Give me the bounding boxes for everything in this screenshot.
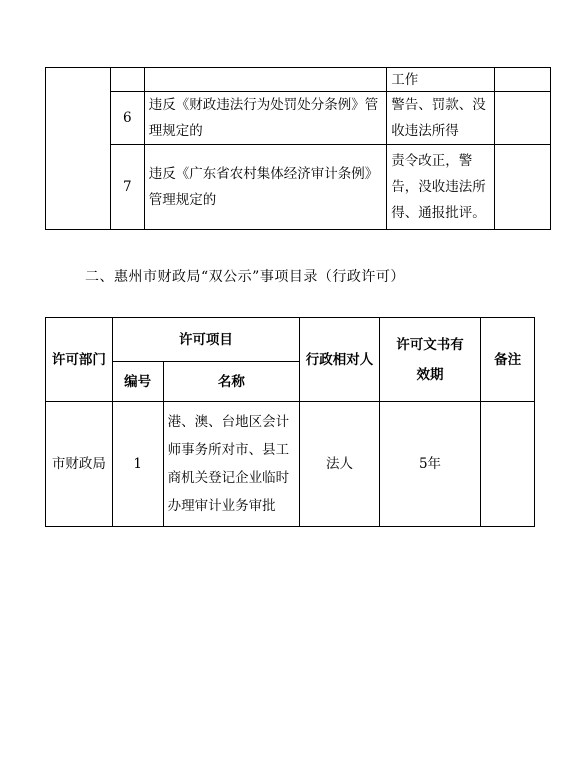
penalty-cell: 责令改正，警告，没收违法所得、通报批评。 <box>387 145 495 230</box>
validity-cell: 5年 <box>379 402 480 527</box>
penalty-cell: 工作 <box>387 68 495 92</box>
header-remark: 备注 <box>481 318 535 402</box>
table-row <box>46 145 551 230</box>
penalty-cell: 警告、罚款、没收违法所得 <box>387 92 495 145</box>
remark-cell <box>495 145 551 230</box>
remark-cell <box>495 68 551 92</box>
row-number <box>110 68 144 92</box>
table-row <box>46 68 551 92</box>
party-cell: 法人 <box>300 402 380 527</box>
num-cell: 1 <box>112 402 163 527</box>
dept-cell <box>46 68 111 230</box>
header-name: 名称 <box>163 362 300 402</box>
row-number: 7 <box>110 145 144 230</box>
header-item: 许可项目 <box>112 318 300 362</box>
permit-table <box>45 317 535 527</box>
remark-cell <box>481 402 535 527</box>
item-cell: 违反《财政违法行为处罚处分条例》管理规定的 <box>144 92 387 145</box>
dept-cell: 市财政局 <box>46 402 113 527</box>
header-party: 行政相对人 <box>300 318 380 402</box>
name-cell: 港、澳、台地区会计师事务所对市、县工商机关登记企业临时办理审计业务审批 <box>163 402 300 527</box>
section-heading: 二、惠州市财政局“双公示”事项目录（行政许可） <box>85 269 405 285</box>
penalty-table <box>45 67 551 230</box>
remark-cell <box>495 92 551 145</box>
table-row <box>46 92 551 145</box>
header-dept: 许可部门 <box>46 318 113 402</box>
header-row <box>46 318 535 362</box>
row-number: 6 <box>110 92 144 145</box>
header-validity: 许可文书有效期 <box>379 318 480 402</box>
header-num: 编号 <box>112 362 163 402</box>
item-cell: 违反《广东省农村集体经济审计条例》管理规定的 <box>144 145 387 230</box>
item-cell <box>144 68 387 92</box>
table-row <box>46 402 535 527</box>
